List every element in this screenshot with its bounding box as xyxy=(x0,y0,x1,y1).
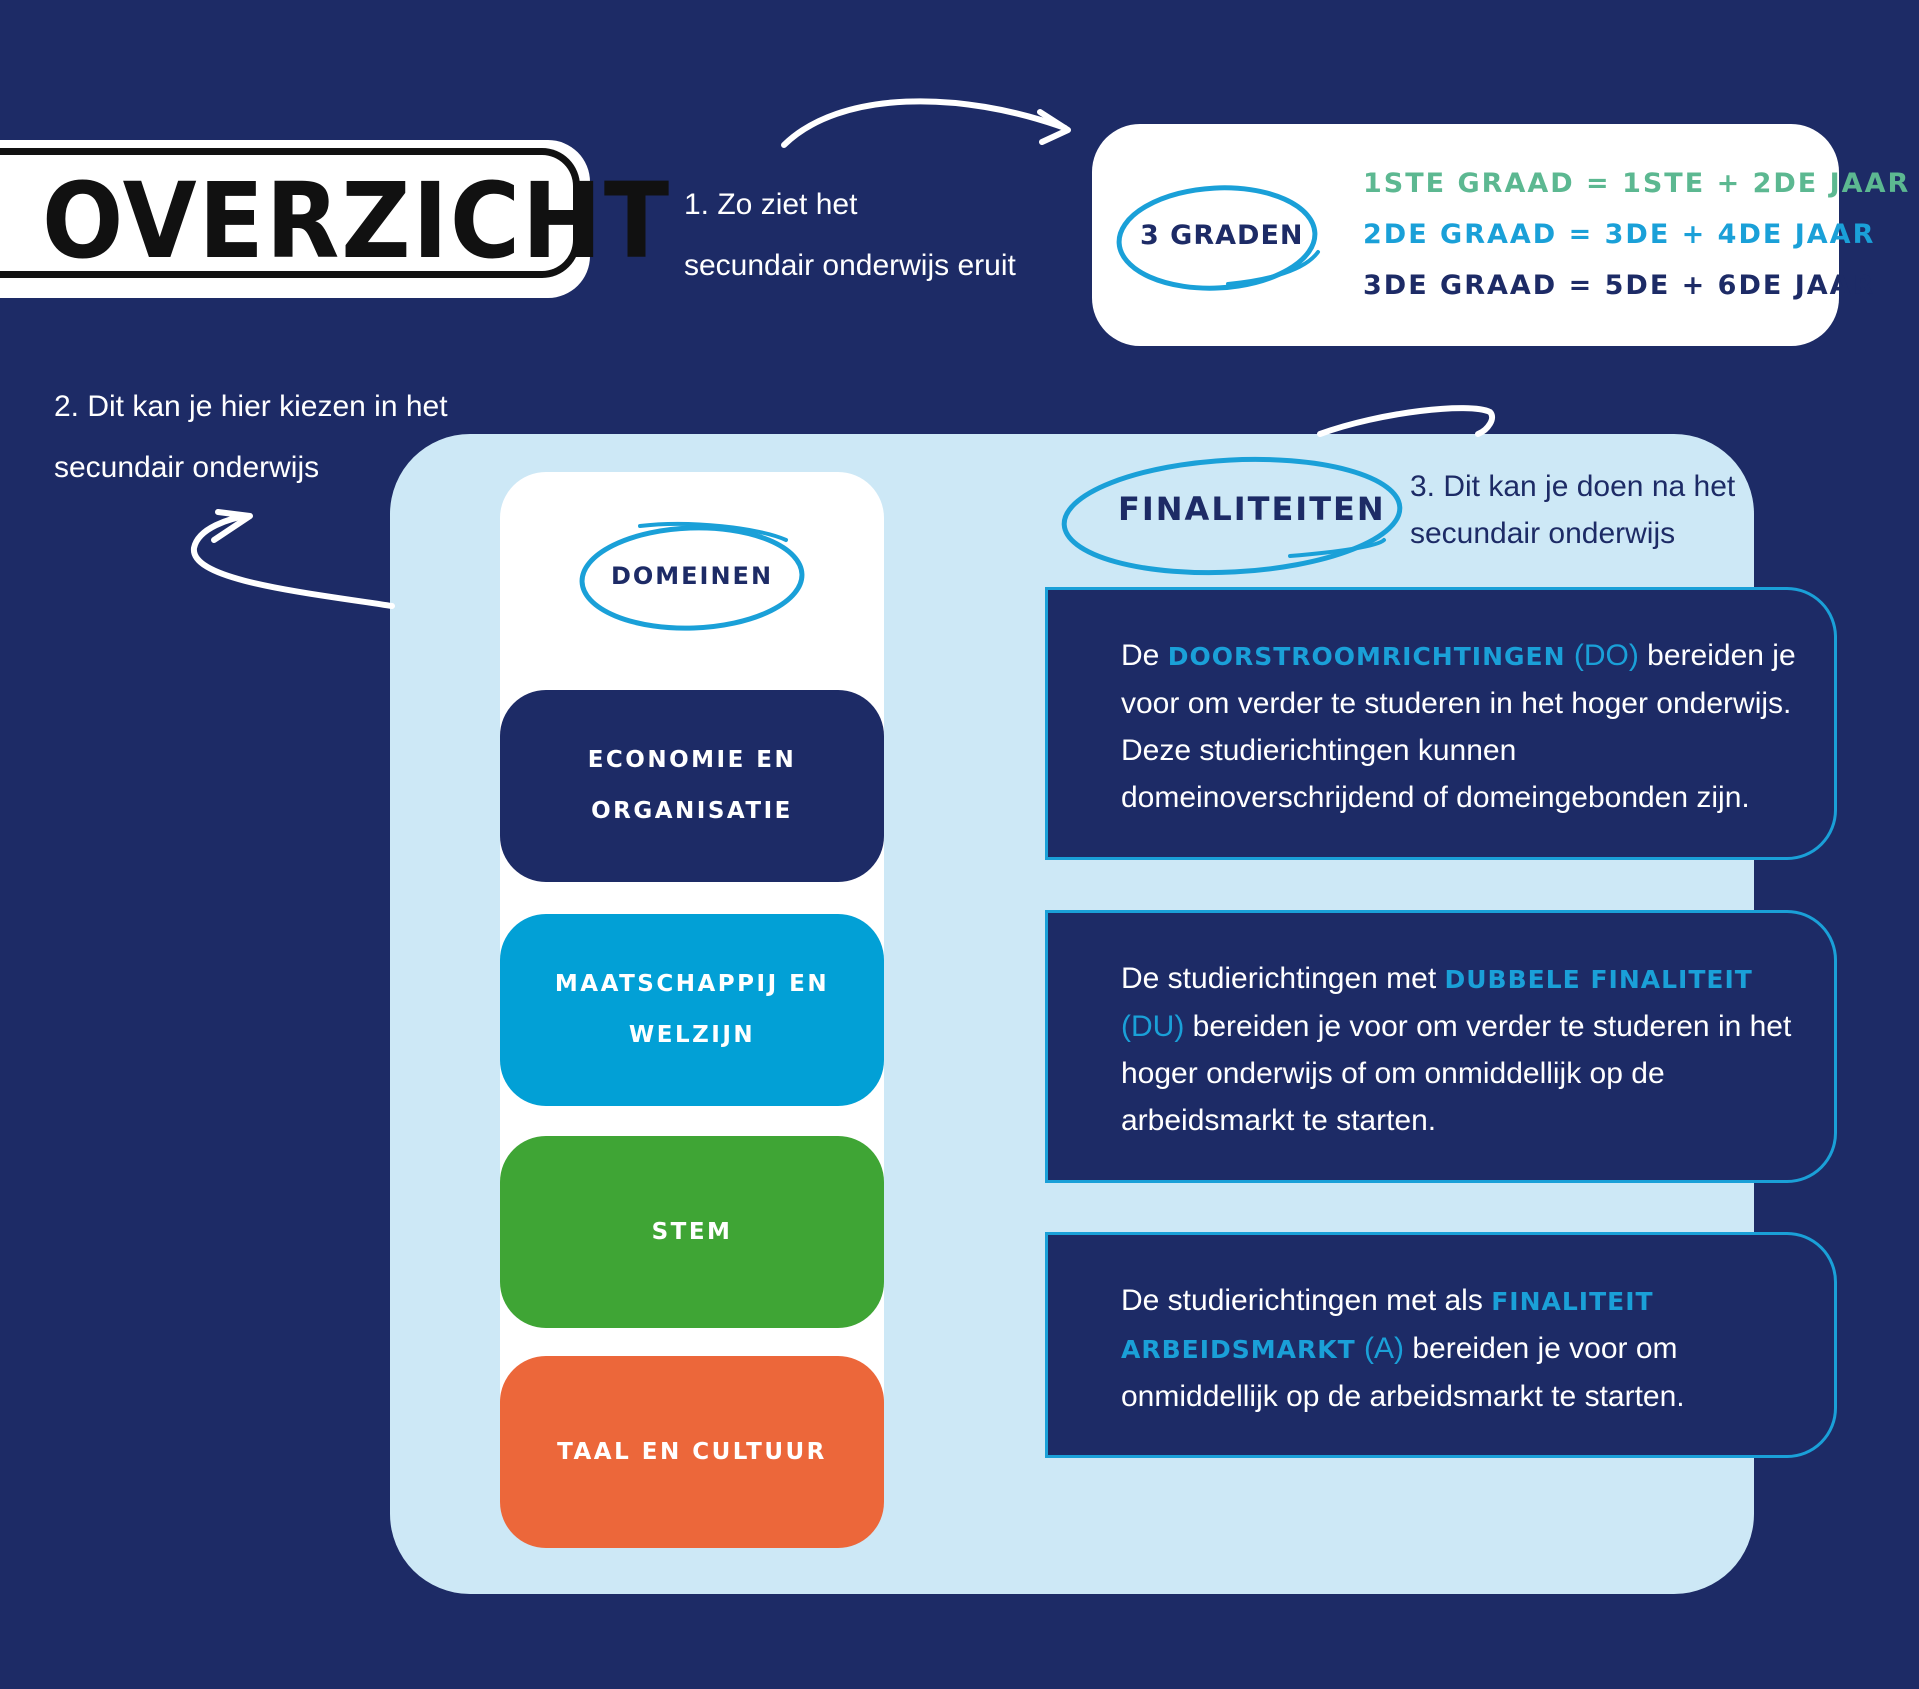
step3-line1: 3. Dit kan je doen na het xyxy=(1410,470,1736,503)
arrow-3-icon xyxy=(1320,408,1492,434)
finaliteiten-title: FINALITEITEN xyxy=(1118,490,1386,528)
domain-label: ECONOMIE EN ORGANISATIE xyxy=(587,747,797,824)
domains-title: DOMEINEN xyxy=(610,562,774,590)
card-highlight: DUBBELE FINALITEIT xyxy=(1444,965,1753,994)
grade-line-2: 2DE GRAAD = 3DE + 4DE JAAR xyxy=(1363,219,1876,250)
card-text-post: bereiden je voor om verder te studeren in het hoger onderwijs of om onmiddellijk op de arbeidsmarkt te starten. xyxy=(1121,1010,1792,1137)
grades-oval-icon xyxy=(1117,183,1318,293)
card-code: (A) xyxy=(1355,1332,1405,1365)
step1-line2: secundair onderwijs eruit xyxy=(684,249,1016,282)
domain-label: MAATSCHAPPIJ EN WELZIJN xyxy=(554,971,830,1048)
page-title: OVERZICHT xyxy=(42,160,671,282)
grades-label: 3 GRADEN xyxy=(1140,220,1304,251)
card-text-post: bereiden je voor om onmiddellijk op de arbeidsmarkt te starten. xyxy=(1121,1332,1685,1413)
arrow-1-icon xyxy=(784,101,1065,145)
step3-line2: secundair onderwijs xyxy=(1410,517,1676,550)
card-code: (DU) xyxy=(1121,1010,1185,1043)
card-text-pre: De studierichtingen met xyxy=(1121,962,1445,995)
grade-line-1: 1STE GRAAD = 1STE + 2DE JAAR xyxy=(1363,168,1911,199)
step1-line1: 1. Zo ziet het xyxy=(684,188,858,221)
finaliteiten-oval-icon xyxy=(1061,451,1402,580)
arrow-2-icon xyxy=(194,516,392,606)
step2-line2: secundair onderwijs xyxy=(54,451,320,484)
domain-label: TAAL EN CULTUUR xyxy=(557,1438,827,1465)
card-code: (DO) xyxy=(1565,639,1639,672)
domain-label: STEM xyxy=(651,1218,733,1245)
card-text-post: bereiden je voor om verder te studeren in het hoger onderwijs. Deze studierichtingen kunnen domeinoverschrijdend of domeingebonden zijn. xyxy=(1121,639,1796,814)
domains-oval-icon xyxy=(580,524,803,632)
card-text-pre: De xyxy=(1121,639,1168,672)
card-text-pre: De studierichtingen met als xyxy=(1121,1284,1492,1317)
card-highlight: DOORSTROOMRICHTINGEN xyxy=(1167,642,1566,671)
card-highlight: FINALITEIT ARBEIDSMARKT xyxy=(1121,1287,1654,1364)
grade-line-3: 3DE GRAAD = 5DE + 6DE JAAR xyxy=(1363,270,1876,301)
step2-line1: 2. Dit kan je hier kiezen in het xyxy=(54,390,448,423)
